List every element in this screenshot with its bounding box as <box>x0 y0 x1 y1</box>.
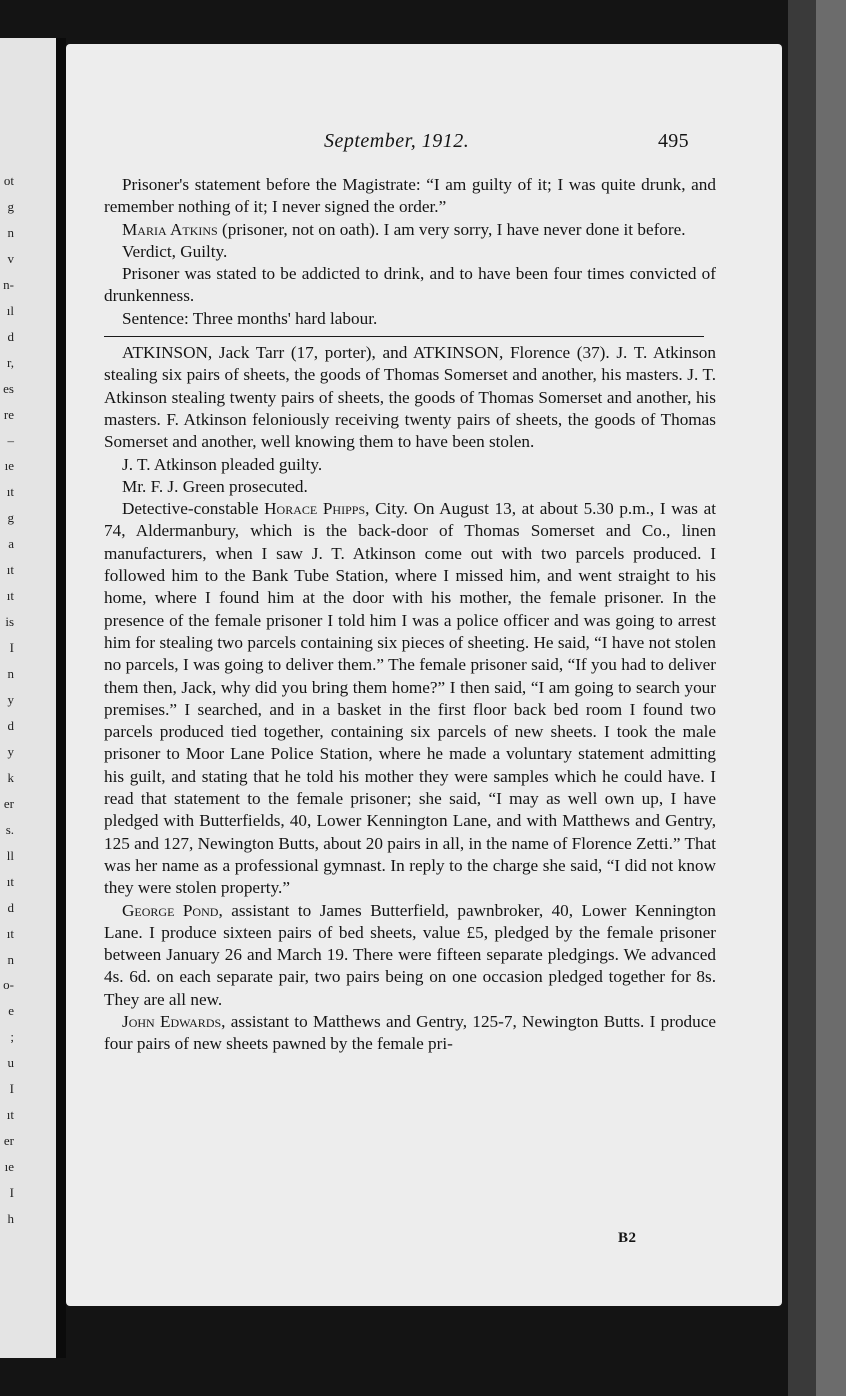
left-page-fragment: ıt <box>6 1107 14 1123</box>
left-page-fragment: ll <box>6 847 14 863</box>
verdict: Verdict, Guilty. <box>122 241 228 261</box>
statement-text: (prisoner, not on oath). I am very sorry, I have never done it before. <box>217 219 686 239</box>
case-divider <box>104 336 704 337</box>
left-page-fragment: ıt <box>6 562 14 578</box>
left-page-fragment: d <box>7 328 14 344</box>
left-page-fragment: n- <box>3 276 14 292</box>
previous-page-edge <box>0 38 56 1358</box>
left-page-fragment: h <box>7 1211 14 1227</box>
testimony-text: , assistant to James Butterfield, pawnbroker, 40, Lower Kennington Lane. I produce sixteen pairs of bed sheets, value £5, pledged by the female prisoner between January 26 and March 19. There were fifteen separate pledgings. We advanced 4s. 6d. on each separate pair, two pairs being on one occasion pledged together for 8s. They are all new. <box>104 900 717 1009</box>
left-page-fragment: e <box>8 1003 14 1019</box>
signature-mark: B2 <box>618 1230 637 1246</box>
left-page-fragment: is <box>5 614 14 630</box>
left-page-fragment: d <box>7 899 14 915</box>
book-gutter <box>56 38 66 1358</box>
left-page-fragment: er <box>3 795 14 811</box>
witness-name: John Edwards <box>122 1011 222 1031</box>
witness-name: George Pond <box>122 900 219 920</box>
testimony-phipps <box>104 498 716 899</box>
left-page-fragment: k <box>7 769 14 785</box>
left-page-fragment: ıt <box>6 588 14 604</box>
testimony-edwards <box>104 1011 716 1056</box>
testimony-text: , assistant to Matthews and Gentry, 125-7, Newington Butts. I produce four pairs of new sheets pawned by the female pri- <box>104 1011 716 1054</box>
left-page-fragment: n <box>7 951 14 967</box>
left-page-fragment: re <box>3 406 14 422</box>
left-page-fragment: ; <box>10 1029 14 1045</box>
witness-title: Detective-constable <box>122 499 265 519</box>
left-page-fragment: g <box>7 198 14 214</box>
page-body <box>104 174 716 1056</box>
left-page-fragment: I <box>9 1081 14 1097</box>
plea: J. T. Atkinson pleaded guilty. <box>122 454 323 474</box>
left-page-fragment: ıe <box>4 458 14 474</box>
testimony-pond <box>104 900 716 1011</box>
left-page-fragment: I <box>9 640 14 656</box>
left-page-fragment: I <box>9 1185 14 1201</box>
left-page-fragment: v <box>7 250 14 266</box>
left-page-fragment: ot <box>3 173 14 188</box>
left-page-fragment: er <box>3 1133 14 1149</box>
left-page-fragment: s. <box>5 821 14 837</box>
left-page-fragment: g <box>7 510 14 526</box>
left-page-fragment: – <box>7 432 14 448</box>
left-page-fragment: y <box>7 692 14 708</box>
left-page-fragment: u <box>7 1055 14 1071</box>
left-page-fragment: y <box>7 743 14 759</box>
left-page-fragment: ıe <box>4 1159 14 1175</box>
witness-name: Maria Atkins <box>122 219 218 239</box>
prosecution: Mr. F. J. Green prosecuted. <box>122 476 308 496</box>
left-page-fragment: es <box>3 380 14 396</box>
left-page-fragment: ıt <box>6 873 14 889</box>
header-date: September, 1912. <box>324 130 470 152</box>
maria-atkins-statement <box>104 219 716 241</box>
left-page-fragment: ıt <box>6 925 14 941</box>
book-page <box>66 44 782 1306</box>
left-page-fragment: ıl <box>6 302 14 318</box>
scanner-background <box>788 0 846 1396</box>
left-page-fragment: n <box>7 666 14 682</box>
sentence: Sentence: Three months' hard labour. <box>122 308 378 328</box>
prisoner-statement: Prisoner's statement before the Magistrate: “I am guilty of it; I was quite drunk, and remember nothing of it; I never signed the order.” <box>104 175 716 217</box>
left-page-fragment: d <box>7 717 14 733</box>
running-header <box>66 130 782 156</box>
witness-name: Horace Phipps <box>264 499 366 519</box>
left-page-fragment: a <box>8 536 14 552</box>
testimony-text: , City. On August 13, at about 5.30 p.m., I was at 74, Aldermanbury, which is the back-door of Thomas Somerset and Co., linen manufacturers, when I saw J. T. Atkinson come out with two parcels produced. I followed him to the Bank Tube Station, where I missed him, and went straight to his home, where I found him at the door with his mother, the female prisoner. In the presence of the female prisoner I told him I was a police officer and was going to arrest him for stealing two parcels containing six pieces of sheeting. He said, “I have not stolen no parcels, I was going to deliver them.” The female prisoner said, “If you had to deliver them then, Jack, why did you bring them home?” I then said, “I am going to search your premises.” I searched, and in a basket in the first floor back bed room I found two parcels produced tied together, containing six parcels of new sheets. I took the male prisoner to Moor Lane Police Station, where he made a voluntary statement admitting his guilt, and stating that he told his mother they were samples which he could have. I read that statement to the female prisoner; she said, “I may as well own up, I have pledged with Butterfields, 40, Lower Kennington Lane, and with Matthews and Gentry, 125 and 127, Newington Butts, about 20 pairs in all, in the name of Florence Zetti.” That was her name as a professional gymnast. In reply to the charge she said, “I did not know they were stolen property.” <box>104 499 716 898</box>
prisoner-record: Prisoner was stated to be addicted to drink, and to have been four times convicted of drunkenness. <box>104 264 716 306</box>
left-page-fragment: o- <box>3 977 14 993</box>
page-number: 495 <box>658 130 689 152</box>
left-page-fragment: r, <box>6 354 14 370</box>
left-page-fragment: n <box>7 224 14 240</box>
book-edge <box>816 0 846 1396</box>
case-heading: ATKINSON, Jack Tarr (17, porter), and ATKINSON, Florence (37). J. T. Atkinson stealing six pairs of sheets, the goods of Thomas Somerset and another, his masters. J. T. Atkinson stealing twenty pairs of sheets, the goods of Thomas Somerset and another, his masters. F. Atkinson feloniously receiving twenty pairs of sheets, the goods of Thomas Somerset and another, well knowing them to have been stolen. <box>104 343 716 452</box>
left-page-fragment: ıt <box>6 484 14 500</box>
